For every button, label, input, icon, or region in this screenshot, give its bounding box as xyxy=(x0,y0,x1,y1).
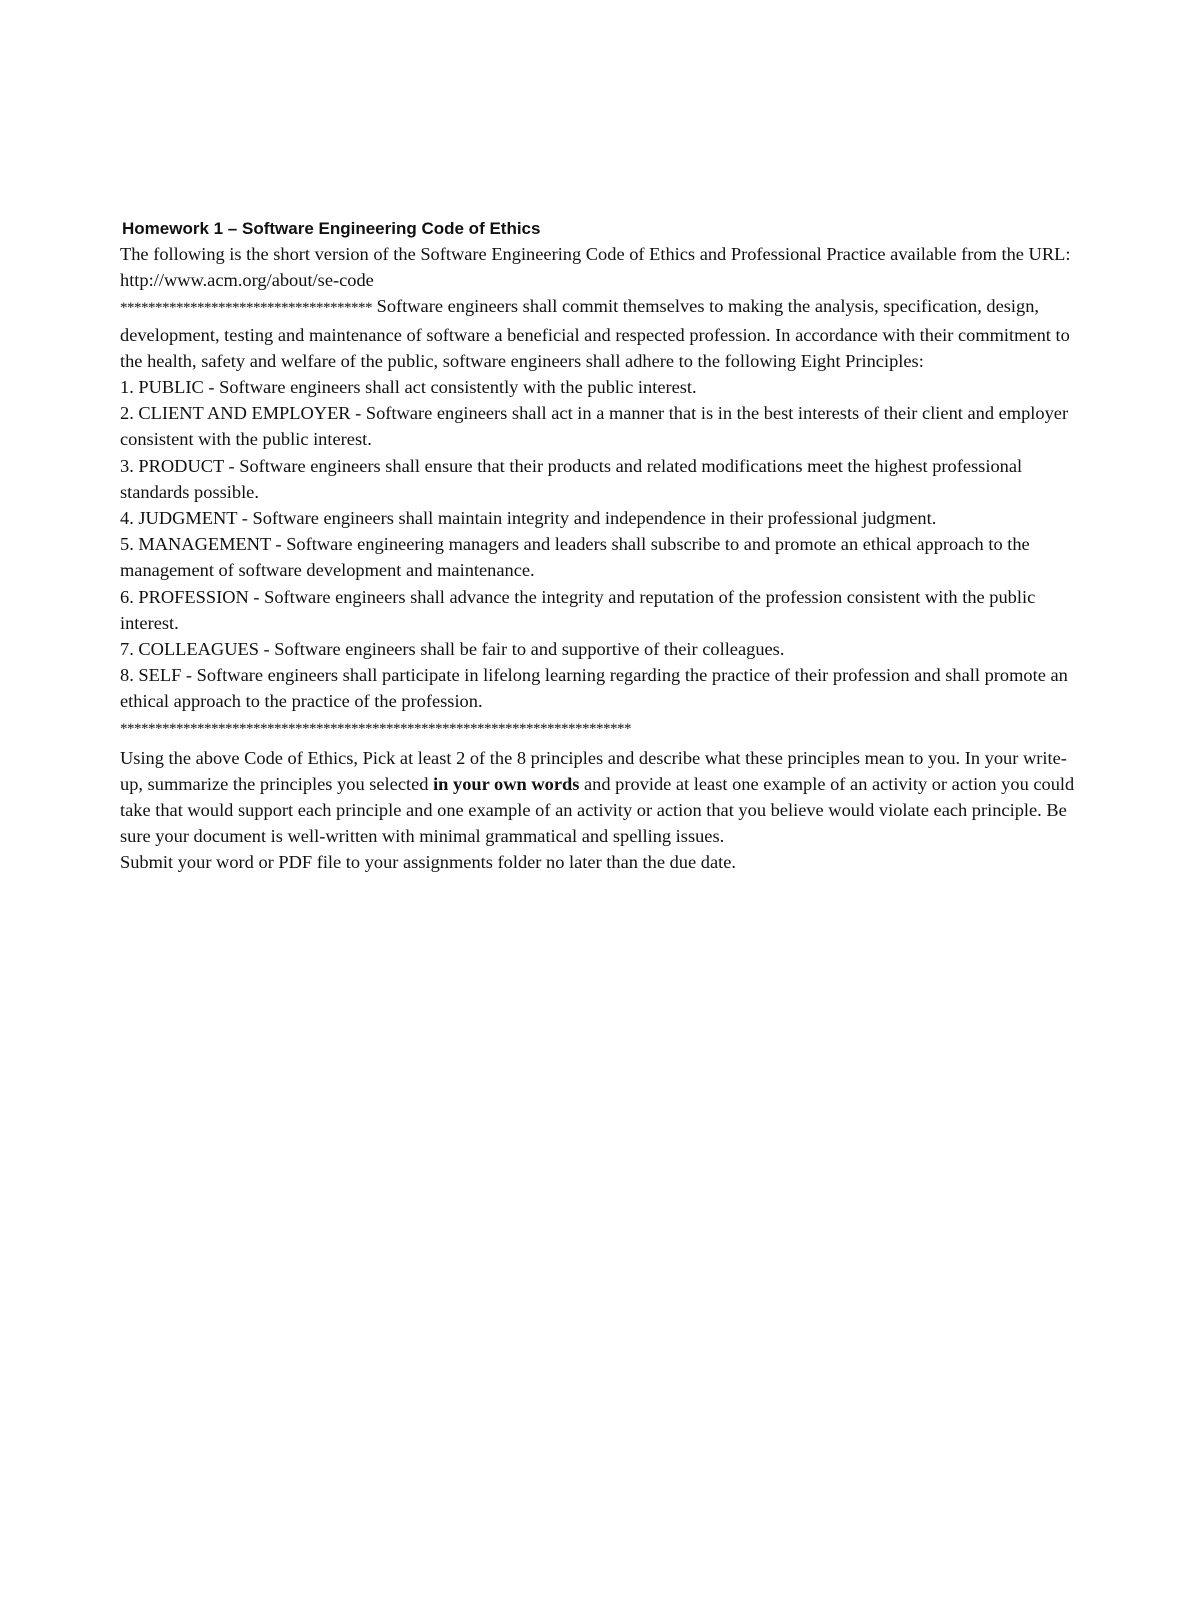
instructions-text-2: and provide at least one example of an activity or action you could take that would support each principle and one example of an activity or action that you believe would violate each principle. Be sure your document is well-written with minimal grammatical and spelling issues. xyxy=(120,773,1075,847)
submit-line: Submit your word or PDF file to your assignments folder no later than the due date. xyxy=(120,852,736,873)
principle-7: 7. COLLEAGUES - Software engineers shall be fair to and supportive of their colleagues. xyxy=(120,639,785,660)
principle-4: 4. JUDGMENT - Software engineers shall maintain integrity and independence in their professional judgment. xyxy=(120,508,937,529)
star-divider: ************************************************************************* xyxy=(120,720,631,737)
principle-1: 1. PUBLIC - Software engineers shall act consistently with the public interest. xyxy=(120,377,697,398)
instructions-text-1: Using the above Code of Ethics, Pick at least 2 of the 8 principles and describe what these principles mean to you. In your write-up, summarize the principles you selected xyxy=(120,747,1067,794)
principle-3: 3. PRODUCT - Software engineers shall ensure that their products and related modifications meet the highest professional standards possible. xyxy=(120,455,1023,502)
principle-6: 6. PROFESSION - Software engineers shall advance the integrity and reputation of the profession consistent with the public interest. xyxy=(120,586,1036,633)
url-text: http://www.acm.org/about/se-code xyxy=(120,270,374,291)
star-divider-inline: ************************************ xyxy=(120,300,372,317)
instructions-paragraph xyxy=(120,745,1080,850)
principle-2: 2. CLIENT AND EMPLOYER - Software engineers shall act in a manner that is in the best interests of their client and employer consistent with the public interest. xyxy=(120,403,1069,450)
instructions-emphasis: in your own words xyxy=(433,773,580,794)
preamble-text: Software engineers shall commit themselves to making the analysis, specification, design, development, testing and maintenance of software a beneficial and respected profession. In accordance with their commitment to the health, safety and welfare of the public, software engineers shall adhere to the following Eight Principles: xyxy=(120,296,1070,371)
principle-8: 8. SELF - Software engineers shall participate in lifelong learning regarding the practice of their profession and shall promote an ethical approach to the practice of the profession. xyxy=(120,665,1068,712)
document-page xyxy=(120,217,1080,876)
intro-line: The following is the short version of the Software Engineering Code of Ethics and Professional Practice available from the URL: xyxy=(120,244,1071,264)
document-title: Homework 1 – Software Engineering Code of Ethics xyxy=(122,219,541,238)
preamble-paragraph xyxy=(120,293,1080,374)
principle-5: 5. MANAGEMENT - Software engineering managers and leaders shall subscribe to and promote an ethical approach to the management of software development and maintenance. xyxy=(120,534,1030,581)
